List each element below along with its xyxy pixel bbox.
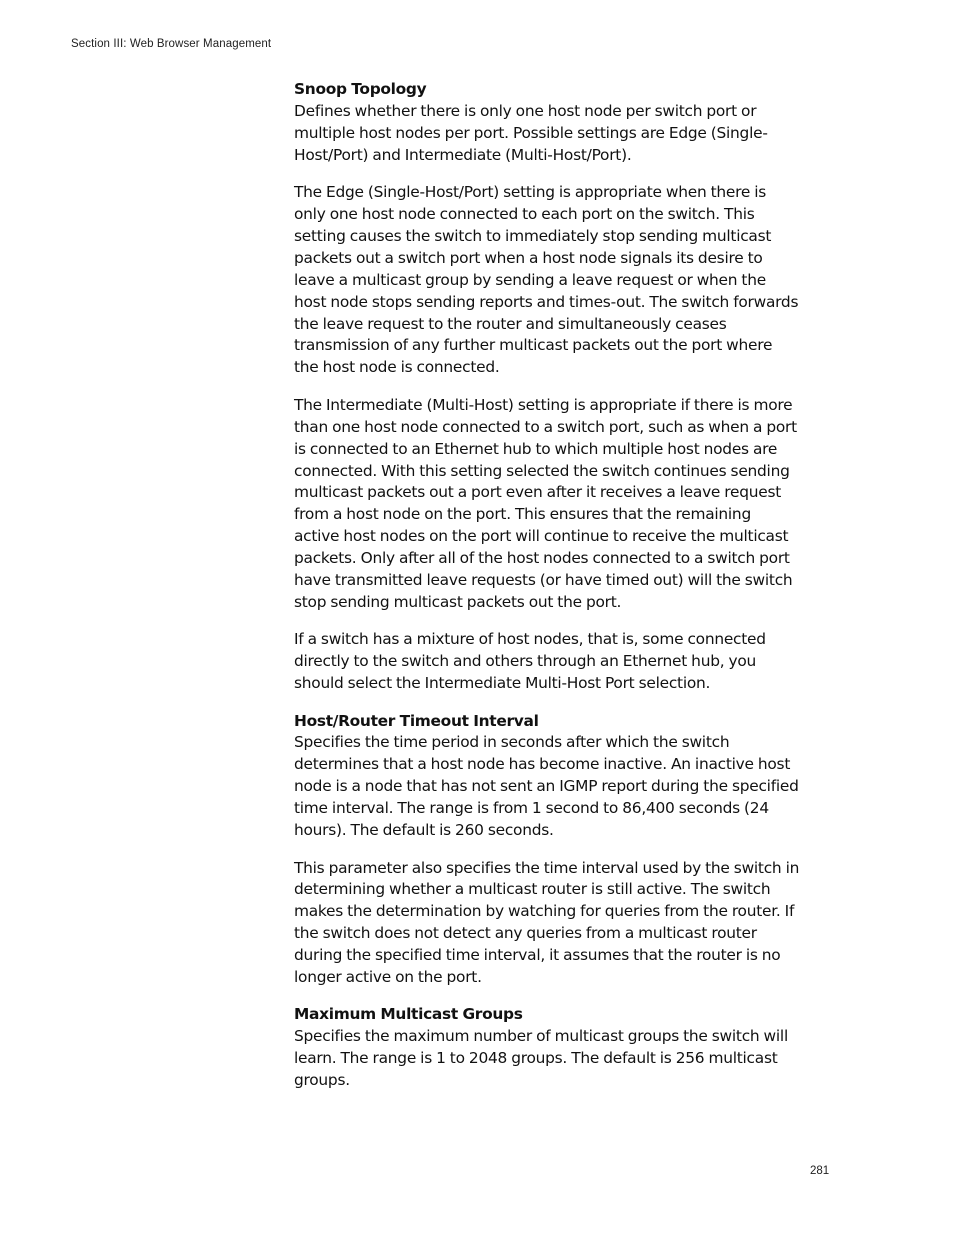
page-body — [294, 79, 800, 1108]
section-heading: Snoop Topology — [294, 80, 427, 98]
section-maximum-multicast-groups — [294, 1004, 800, 1092]
page-number: 281 — [810, 1165, 830, 1177]
paragraph: This parameter also specifies the time interval used by the switch in determining whether a multicast router is still active. The switch makes the determination by watching for queries from the router. If the switch does not detect any queries from a multicast router during the specified time interval, it assumes that the router is no longer active on the port. — [294, 858, 800, 987]
paragraph: The Intermediate (Multi-Host) setting is appropriate if there is more than one host node connected to a switch port, such as when a port is connected to an Ethernet hub to which multiple host nodes are connected. With this setting selected the switch continues sending multicast packets out a port even after it receives a leave request from a host node on the port. This ensures that the remaining active host nodes on the port will continue to receive the multicast packets. Only after all of the host nodes connected to a switch port have transmitted leave requests (or have timed out) will the switch stop sending multicast packets out the port. — [294, 395, 797, 611]
paragraph: Specifies the maximum number of multicast groups the switch will learn. The range is 1 to 2048 groups. The default is 256 multicast groups. — [294, 1027, 788, 1090]
section-heading: Maximum Multicast Groups — [294, 1005, 523, 1024]
paragraph: The Edge (Single-Host/Port) setting is appropriate when there is only one host node connected to each port on the switch. This setting causes the switch to immediately stop sending multicast packets out a switch port when a host node signals its desire to leave a multicast group by sending a leave request or when the host node stops sending reports and times-out. The switch forwards the leave request to the router and simultaneously ceases transmission of any further multicast packets out the port where the host node is connected. — [294, 183, 799, 377]
section-snoop-topology — [294, 79, 800, 695]
section-host-router-timeout-interval — [294, 711, 800, 989]
paragraph: Defines whether there is only one host node per switch port or multiple host nodes per port. Possible settings are Edge (Single-Host/Port) and Intermediate (Multi-Host/Port). — [294, 101, 768, 164]
running-header: Section III: Web Browser Management — [71, 38, 272, 50]
section-heading: Host/Router Timeout Interval — [294, 711, 539, 730]
paragraph: If a switch has a mixture of host nodes, that is, some connected directly to the switch and others through an Ethernet hub, you should select the Intermediate Multi-Host Port selection. — [294, 630, 766, 693]
paragraph: Specifies the time period in seconds after which the switch determines that a host node has become inactive. An inactive host node is a node that has not sent an IGMP report during the specified time interval. The range is from 1 second to 86,400 seconds (24 hours). The default is 260 seconds. — [294, 733, 799, 840]
